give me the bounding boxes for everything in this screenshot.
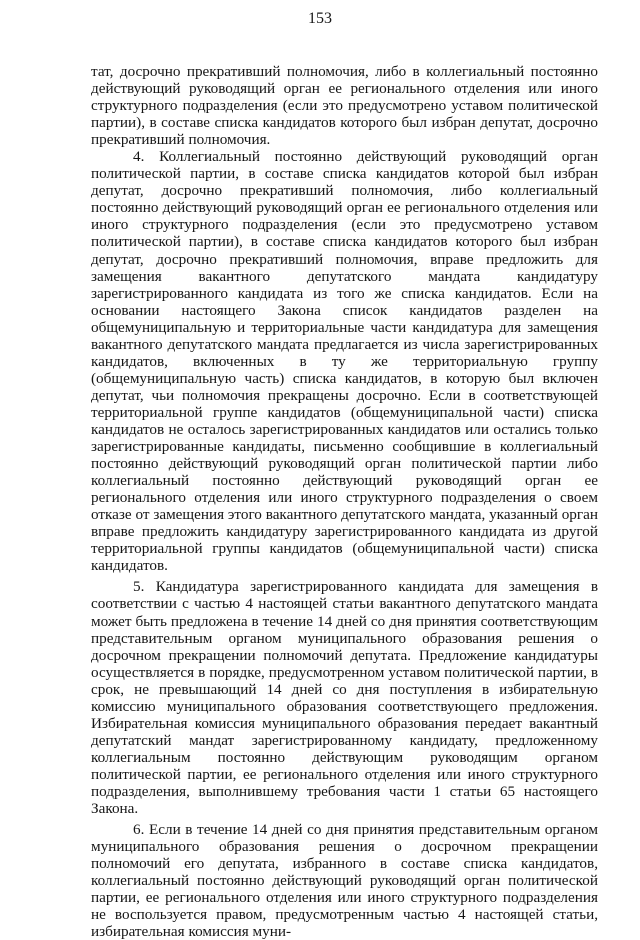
paragraph-continuation: тат, досрочно прекративший полномочия, либо в коллегиальный постоянно действующий руководящий орган ее регионального отделения или иного структурного подразделения (если это предусмотрено уставом политической партии), в составе списка кандидатов которого был избран депутат, досрочно прекративший полномочия.	[91, 63, 598, 149]
paragraph-item-5: 5. Кандидатура зарегистрированного кандидата для замещения в соответствии с частью 4 настоящей статьи вакантного депутатского мандата может быть предложена в течение 14 дней со дня принятия соответствующим представительным органом муниципального образования решения о досрочном прекращении полномочий депутата. Предложение кандидатуры осуществляется в порядке, предусмотренном уставом политической партии, в срок, не превышающий 14 дней со дня поступления в избирательную комиссию муниципального образования соответствующего предложения. Избирательная комиссия муниципального образования передает вакантный депутатский мандат зарегистрированному кандидату, предложенному коллегиальным постоянно действующим руководящим органом политической партии, ее регионального отделения или иного структурного подразделения, выполнившему требования части 1 статьи 65 настоящего Закона.	[91, 578, 598, 818]
page-number: 153	[308, 10, 332, 27]
page-body	[91, 63, 598, 940]
paragraph-item-4: 4. Коллегиальный постоянно действующий руководящий орган политической партии, в составе списка кандидатов которой был избран депутат, досрочно прекративший полномочия, либо коллегиальный постоянно действующий руководящий орган ее регионального отделения или иного структурного подразделения (если это предусмотрено уставом политической партии), в составе списка кандидатов которого был избран депутат, досрочно прекративший полномочия, вправе предложить для замещения вакантного депутатского мандата кандидатуру зарегистрированного кандидата из того же списка кандидатов. Если на основании настоящего Закона список кандидатов разделен на общемуниципальную и территориальные части кандидатура для замещения вакантного депутатского мандата предлагается из числа зарегистрированных кандидатов, включенных в ту же территориальную группу (общемуниципальную часть) списка кандидатов, в которую был включен депутат, чьи полномочия прекращены досрочно. Если в соответствующей территориальной группе кандидатов (общемуниципальной части) списка кандидатов не осталось зарегистрированных кандидатов или остались только зарегистрированные кандидаты, письменно сообщившие в коллегиальный постоянно действующий руководящий орган политической партии либо коллегиальный постоянно действующий руководящий орган ее регионального отделения или иного структурного подразделения о своем отказе от замещения этого вакантного депутатского мандата, указанный орган вправе предложить кандидатуру зарегистрированного кандидата из другой территориальной группы кандидатов (общемуниципальной части) списка кандидатов.	[91, 148, 598, 575]
paragraph-item-6: 6. Если в течение 14 дней со дня принятия представительным органом муниципального образования решения о досрочном прекращении полномочий его депутата, избранного в составе списка кандидатов, коллегиальный постоянно действующий руководящий орган политической партии, ее регионального отделения или иного структурного подразделения не воспользуется правом, предусмотренным частью 4 настоящей статьи, избирательная комиссия муни-	[91, 821, 598, 940]
